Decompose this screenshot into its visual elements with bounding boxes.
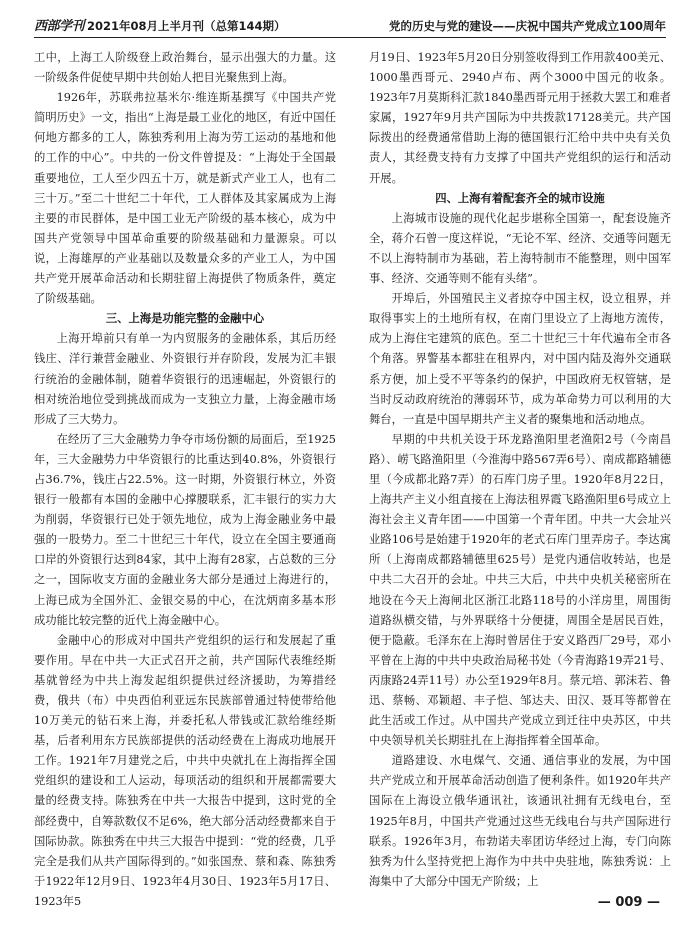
paragraph: 金融中心的形成对中国共产党组织的运行和发展起了重要作用。早在中共一大正式召开之前，共产国际代表维经斯基就曾经为中共上海发起组织提供过经济援助，为筹措经费，俄共（布）中央西伯利亚远东民族部曾通过特使带给他10万美元的钻石来上海，并委托私人带钱或汇款给维经斯基，后者利用东方民族部提供的活动经费在上海成功地展开工作。1921年7月建党之后，中共中央就扎在上海指挥全国党组织的建设和工人运动，每项活动的组织和开展都需要大量的经费支持。陈独秀在中共一大报告中提到，这时党的全部经费中，自筹款数仅不足6%，绝大部分活动经费都来自于国际协款。陈独秀在中共三大报告中提到：“党的经费，几乎完全是我们从共产国际得到的。”如张国焘、蔡和森、陈独秀于1922年12月9日、1923年4月30日、1923年5月17日、1923年5: [34, 633, 336, 908]
section-title: 党的历史与党的建设——庆祝中国共产党成立100周年: [388, 19, 666, 33]
paragraph: 上海开埠前只有单一为内贸服务的金融体系，其后历经钱庄、洋行兼营金融业、外资银行并存阶段，发展为汇丰银行统治的金融体制，随着华资银行的迅速崛起，外资银行的相对统治地位受到挑战而成为一支独立力量，上海金融市场形成了三大势力。: [34, 332, 336, 426]
journal-info: [34, 15, 286, 34]
paragraph: 早期的中共机关设于环龙路渔阳里老渔阳2号（今南昌路）、崂飞路渔阳里（今淮海中路567弄6号）、南成都路辅德里（今成都北路7弄）的石库门房子里。1920年8月22日，上海共产主义小组直接在上海法租界霞飞路渔阳里6号成立上海社会主义青年团——中国第一个青年团。中共一大会址兴业路106号是始建于1920年的老式石库门里弄房子。李达寓所（上海南成都路辅德里625号）是党内通信收转站，也是中共二大召开的会址。中共三大后，中共中央机关秘密所在地设在今天上海闸北区浙江北路118号的小洋房里，周围街道路纵横交错，与外界联络十分便捷，周围全是居民百姓，便于隐蔽。毛泽东在上海时曾居住于安义路西厂29号，邓小平曾在上海的中共中央政治局秘书处（今青海路19弄21号、丙康路24弄11号）办公至1929年8月。蔡元培、郭沫若、鲁迅、蔡畅、邓颖超、丰子恺、邹达夫、田汉、聂耳等都曾在此生活或工作过。从中国共产党成立到迁往中央苏区，中共中央领导机关长期驻扎在上海指挥着全国革命。: [369, 432, 671, 748]
left-column: [34, 48, 336, 908]
paragraph: 1926年，苏联弗拉基米尔·维连斯基撰写《中国共产党简明历史》一文，指出“上海是最工业化的地区，有近中国任何地方都多的工人，陈独秀利用上海为劳工运动的基地和他的工作的中心”。中共的一份文件曾提及：“上海处于全国最重要地位，工人至少四五十万，就是新式产业工人，也有二三十万。”至二十世纪二十年代，工人群体及其家属成为上海主要的市民群体，是中国工业无产阶级的基本核心，成为中国共产党领导中国革命重要的阶级基础和力量源泉。可以说，上海雄厚的产业基础以及数量众多的产业工人，为中国共产党开展革命活动和长期驻留上海提供了物质条件，奠定了阶级基础。: [34, 91, 336, 306]
section-heading: 四、上海有着配套齐全的城市设施: [435, 191, 605, 205]
running-header: [34, 14, 666, 38]
section-heading: 三、上海是功能完整的金融中心: [105, 312, 265, 326]
paragraph: 工中，上海工人阶级登上政治舞台，显示出强大的力量。这一阶级条件促使早期中共创始人把目光聚焦到上海。: [34, 51, 336, 85]
journal-logo: 西部学刊: [34, 19, 85, 34]
issue-info: 2021年08月上半月刊（总第144期）: [87, 19, 286, 33]
paragraph: 上海城市设施的现代化起步堪称全国第一，配套设施齐全，蒋介石曾一度这样说，“无论不军、经济、交通等问题无不以上海特制市为基础，若上海特制市不能整理，则中国军事、经济、交通等则不能有头绪”。: [369, 211, 671, 286]
paragraph: 在经历了三大金融势力争夺市场份额的局面后，至1925年，三大金融势力中华资银行的比重达到40.8%，外资银行占36.7%，钱庄占22.5%。这一时期，外资银行林立，外资银行一般都有本国的金融中心撑腰联系，汇丰银行的实力大为削弱，华资银行已处于领先地位，成为上海金融业务中最强的一股势力。至二十世纪三十年代，设立在全国主要通商口岸的外资银行达到84家，其中上海有28家，占总数的三分之一，国际收支方面的金融业务大部分是通过上海进行的，上海已成为全国外汇、金银交易的中心，在沈炳南多基本形成功能比较完整的近代上海金融中心。: [34, 432, 336, 627]
right-column: [369, 48, 671, 890]
paragraph: 开埠后，外国殖民主义者掠夺中国主权，设立租界，并取得事实上的土地所有权，在南门里设立了上海地方流传，成为上海住宅建筑的底色。至二十世纪三十年代遍布全市各个角落。界警基本都驻在租界内，对中国内陆及海外交通联系方便，加上受不平等条约的保护，中国政府无权管辖，是当时反动政府统治的薄弱环节，成为革命势力可以利用的大舞台，一直是中国早期共产主义者的聚集地和活动地点。: [369, 292, 671, 426]
paragraph: 道路建设、水电煤气、交通、通信事业的发展，为中国共产党成立和开展革命活动创造了便利条件。如1920年共产国际在上海设立俄华通讯社，该通讯社拥有无线电台，至1925年8月，中国共产党通过这些无线电台与共产国际进行联系。1926年3月，布勃诺夫率团访华经过上海，专门向陈独秀为什么坚持党把上海作为中共中央驻地，陈独秀说：上海集中了大部分中国无产阶级；上: [369, 754, 671, 888]
paragraph: 月19日、1923年5月20日分别签收得到工作用款400美元、1000墨西哥元、2940卢布、两个3000中国元的收条。1923年7月莫斯科汇款1840墨西哥元用于拯救大罢工和难者家属，1927年9月共产国际为中共拨款17128美元。共产国际拨出的经费通常借助上海的德国银行汇给中共中央有关负责人，其经费支持有力支撑了中国共产党组织的运行和活动开展。: [369, 51, 671, 185]
page-number: — 009 —: [597, 895, 660, 910]
